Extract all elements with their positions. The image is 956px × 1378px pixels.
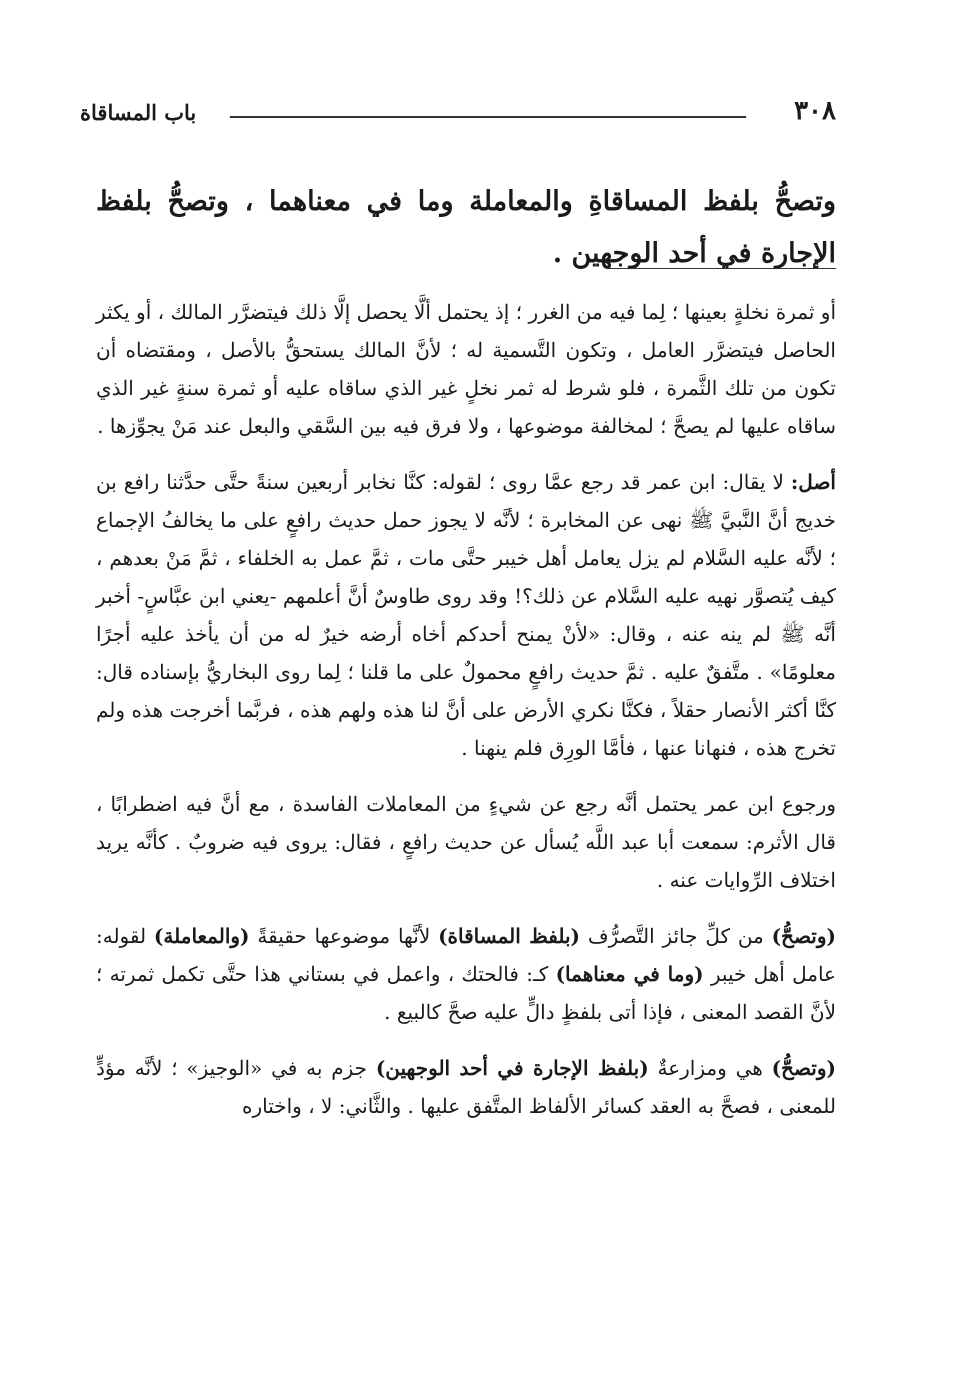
paragraph-2 <box>96 463 836 767</box>
page-number: ٣٠٨ <box>794 96 836 126</box>
p4-text-3: لقوله: عامل أهل خيبر <box>96 924 836 986</box>
header-rule <box>230 116 746 118</box>
matn-text: وتصحُّ بلفظ المساقاةِ والمعاملة وما في معناهما ، وتصحُّ بلفظ الإجارة في أحد الوجهين . <box>96 186 836 269</box>
p4-text-4: كـ: فالحتك ، واعمل في بستاني هذا حتَّى تكمل ثمرته ؛ لأنَّ القصد المعنى ، فإذا أتى بلفظٍ دالٍّ عليه صحَّ كالبيع . <box>96 962 836 1024</box>
p4-text-1: من كلِّ جائز التَّصرُّف <box>580 924 772 948</box>
commentary-body <box>96 293 836 1143</box>
p4-bold-2: (بلفظ المساقاة) <box>438 924 581 948</box>
p5-bold-2: (بلفظ الإجارة في أحد الوجهين) <box>375 1056 649 1080</box>
p5-bold-1: (وتصحُّ) <box>771 1056 836 1080</box>
paragraph-5 <box>96 1049 836 1125</box>
p5-text-1: هي ومزارعةٌ <box>648 1056 772 1080</box>
p4-bold-1: (وتصحُّ) <box>771 924 836 948</box>
p4-bold-4: (وما في معناهما) <box>555 962 704 986</box>
p4-text-2: لأنَّها موضوعها حقيقةً <box>249 924 439 948</box>
p5-text-2: جزم به في «الوجيز» ؛ لأنَّه مؤدٍّ للمعنى ، فصحَّ به العقد كسائر الألفاظ المتَّفق عليها . والثَّاني: لا ، واختاره <box>96 1056 836 1118</box>
running-title: باب المساقاة <box>80 100 197 125</box>
paragraph-3: ورجوع ابن عمر يحتمل أنَّه رجع عن شيءٍ من المعاملات الفاسدة ، مع أنَّ فيه اضطرابًا ، قال الأثرم: سمعت أبا عبد اللَّه يُسأل عن حديث رافعٍ ، فقال: يروى فيه ضروبٌ . كأنَّه يريد اختلاف الرِّوايات عنه . <box>96 792 836 892</box>
p4-bold-3: (والمعاملة) <box>153 924 250 948</box>
matn-separator-rule <box>606 268 836 269</box>
paragraph-2-lead: أصل: <box>790 470 836 494</box>
paragraph-1: أو ثمرة نخلةٍ بعينها ؛ لِما فيه من الغرر ؛ إذ يحتمل ألَّا يحصل إلَّا ذلك فيتضرَّر المالك ، أو يكثر الحاصل فيتضرَّر العامل ، وتكون التَّسمية له ؛ لأنَّ المالك يستحقُّ بالأصل ، ومقتضاه أن تكون من تلك الثَّمرة ، فلو شرط له ثمر نخلٍ غير الذي ساقاه عليه أو ثمرة سنةٍ غير الذي ساقاه عليها لم يصحَّ ؛ لمخالفة موضوعها ، ولا فرق فيه بين السَّقي والبعل عند مَنْ يجوِّزها . <box>96 300 836 438</box>
paragraph-2-text: لا يقال: ابن عمر قد رجع عمَّا روى ؛ لقوله: كنَّا نخابر أربعين سنةً حتَّى حدَّثنا رافع بن خديج أنَّ النَّبيَّ ﷺ نهى عن المخابرة ؛ لأنَّه لا يجوز حمل حديث رافعٍ على ما يخالفُ الإجماع ؛ لأنَّه عليه السَّلام لم يزل يعامل أهل خيبر حتَّى مات ، ثمَّ عمل به الخلفاء ، ثمَّ مَنْ بعدهم ، كيف يُتصوَّر نهيه عليه السَّلام عن ذلك؟! وقد روى طاوسٌ أنَّ أعلمهم -يعني ابن عبَّاسٍ- أخبر أنَّه ﷺ لم ينه عنه ، وقال: «لأنْ يمنح أحدكم أخاه أرضه خيرٌ له من أن يأخذ عليه أجرًا معلومًا» . متَّفقٌ عليه . ثمَّ حديث رافعٍ محمولٌ على ما قلنا ؛ لِما روى البخاريُّ بإسناده قال: كنَّا أكثر الأنصار حقلاً ، فكنَّا نكري الأرض على أنَّ لنا هذه ولهم هذه ، فربَّما أخرجت هذه ولم تخرج هذه ، فنهانا عنها ، فأمَّا الورِق فلم ينهنا . <box>96 470 836 760</box>
page-header <box>80 96 836 136</box>
paragraph-4 <box>96 917 836 1031</box>
